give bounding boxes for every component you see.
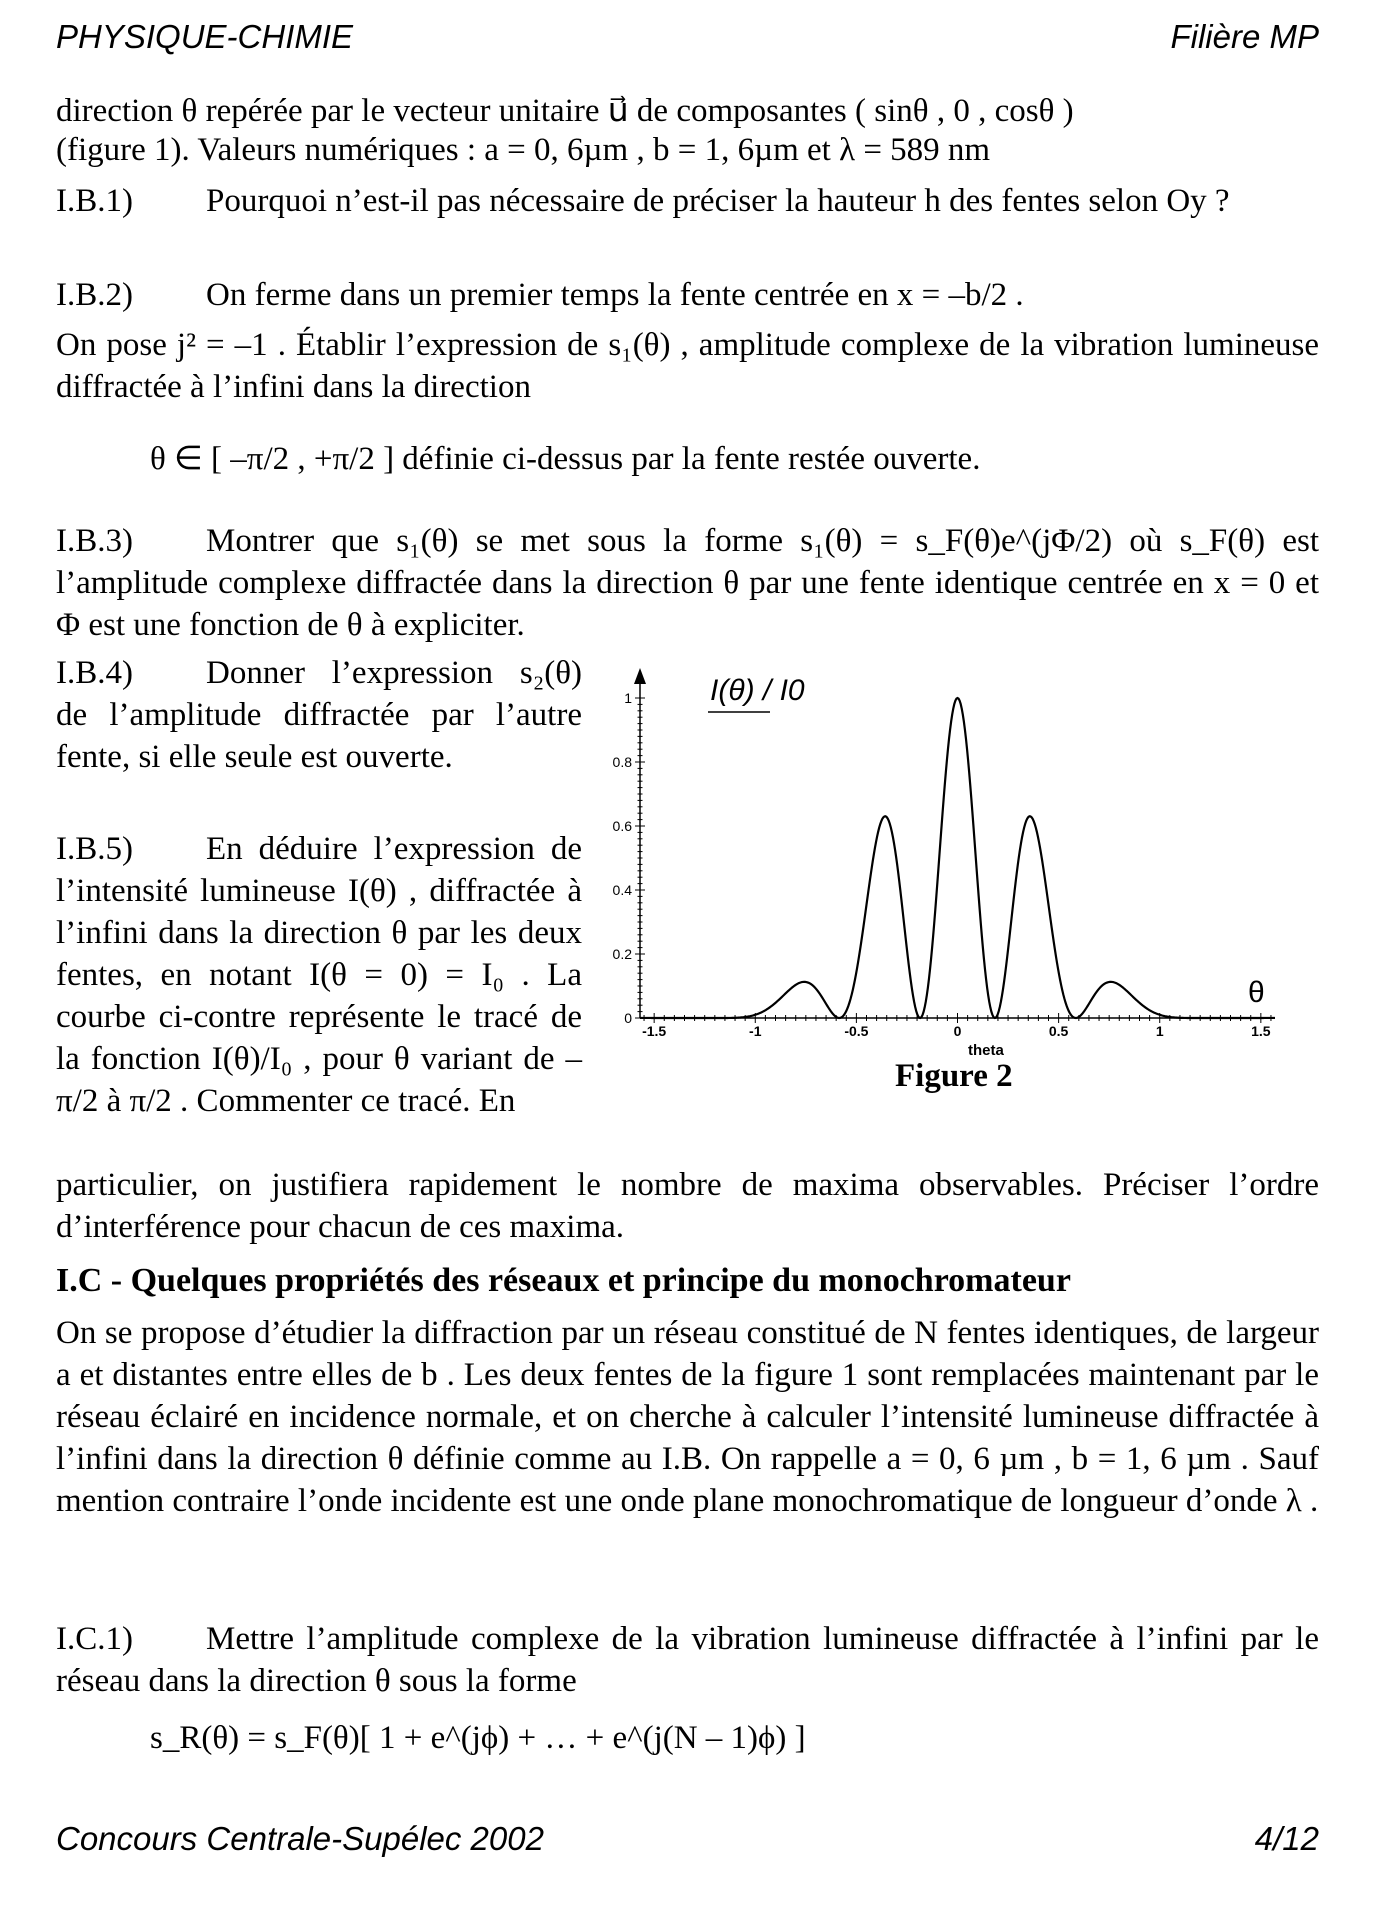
y-tick-label: 0 — [624, 1010, 632, 1026]
section-ic-title: I.C - Quelques propriétés des réseaux et principe du monochromateur — [56, 1262, 1071, 1299]
y-tick-label: 1 — [624, 690, 632, 706]
x-tick-label: 0.5 — [1048, 1023, 1069, 1039]
intro-line-1: direction θ repérée par le vecteur unitaire u⃗ de composantes ( sinθ , 0 , cosθ ) — [56, 93, 1074, 129]
x-tick-label: 0 — [953, 1023, 962, 1039]
question-ib2 — [56, 274, 1319, 316]
question-ib5-continued: particulier, on justifiera rapidement le nombre de maxima observables. Préciser l’ordre d’interférence pour chacun de ces maxima. — [56, 1167, 1319, 1245]
x-axis-label: theta — [968, 1042, 1004, 1059]
intro-line-2: (figure 1). Valeurs numériques : a = 0, 6µm , b = 1, 6µm et λ = 589 nm — [56, 132, 991, 168]
question-ib5 — [56, 828, 582, 1122]
question-ic1 — [56, 1618, 1319, 1702]
x-tick-label: 1 — [1155, 1023, 1164, 1039]
header-subject: PHYSIQUE-CHIMIE — [56, 18, 354, 55]
question-ib4 — [56, 652, 582, 778]
y-tick-label: 0.8 — [612, 754, 632, 770]
theta-domain: θ ∈ [ –π/2 , +π/2 ] définie ci-dessus par la fente restée ouverte. — [150, 441, 981, 477]
y-axis-label-text: I(θ) / I0 — [710, 674, 805, 707]
question-label: I.C.1) — [56, 1621, 133, 1657]
question-text: En déduire l’expression de l’intensité lumineuse I(θ) , diffractée à l’infini dans la direction θ par les deux fentes, en notant I(θ = 0) = I₀ . La courbe ci-contre représente le tracé de la fonction I(θ)/I₀ , pour θ variant de –π/2 à π/2 . Commenter ce tracé. En — [56, 831, 582, 1119]
question-text: Pourquoi n’est-il pas nécessaire de préciser la hauteur h des fentes selon Oy ? — [206, 183, 1230, 219]
figure-caption: Figure 2 — [895, 1058, 1013, 1094]
chart-axes — [613, 668, 1275, 1039]
question-ib2-continued: On pose j² = –1 . Établir l’expression de s₁(θ) , amplitude complexe de la vibration lumineuse diffractée à l’infini dans la direction — [56, 327, 1319, 405]
footer-contest: Concours Centrale-Supélec 2002 — [56, 1820, 544, 1857]
header-track: Filière MP — [1170, 18, 1319, 55]
y-axis-arrow — [634, 668, 646, 684]
question-text: Mettre l’amplitude complexe de la vibration lumineuse diffractée à l’infini par le réseau dans la direction θ sous la forme — [56, 1621, 1319, 1699]
question-label: I.B.2) — [56, 277, 133, 313]
y-tick-label: 0.4 — [612, 882, 632, 898]
question-label: I.B.3) — [56, 523, 133, 559]
question-label: I.B.1) — [56, 183, 133, 219]
theta-axis-symbol: θ — [1248, 976, 1265, 1009]
intensity-curve — [640, 698, 1275, 1018]
question-text: Montrer que s₁(θ) se met sous la forme s₁(θ) = s_F(θ)e^(jΦ/2) où s_F(θ) est l’amplitude complexe diffractée dans la direction θ par une fente identique centrée en x = 0 et Φ est une fonction de θ à expliciter. — [56, 523, 1319, 643]
figure-2-chart — [600, 650, 1300, 1070]
question-label: I.B.5) — [56, 831, 133, 867]
y-tick-label: 0.6 — [612, 818, 632, 834]
x-tick-label: -0.5 — [844, 1023, 869, 1039]
question-ib3 — [56, 520, 1319, 646]
x-tick-label: -1.5 — [642, 1023, 667, 1039]
question-text: On ferme dans un premier temps la fente centrée en x = –b/2 . — [206, 277, 1024, 313]
x-tick-label: -1 — [749, 1023, 762, 1039]
question-text: Donner l’expression s₂(θ) de l’amplitude diffractée par l’autre fente, si elle seule est ouverte. — [56, 655, 582, 775]
grating-amplitude-formula: s_R(θ) = s_F(θ)[ 1 + e^(jϕ) + … + e^(j(N – 1)ϕ) ] — [150, 1720, 806, 1756]
y-tick-label: 0.2 — [612, 946, 632, 962]
x-tick-label: 1.5 — [1251, 1023, 1271, 1039]
question-label: I.B.4) — [56, 655, 133, 691]
y-axis-label — [710, 674, 805, 707]
section-ic-paragraph: On se propose d’étudier la diffraction par un réseau constitué de N fentes identiques, de largeur a et distantes entre elles de b . Les deux fentes de la figure 1 sont remplacées maintenant par le réseau éclairé en incidence normale, et on cherche à calculer l’intensité lumineuse diffractée à l’infini dans la direction θ définie comme au I.B. On rappelle a = 0, 6 µm , b = 1, 6 µm . Sauf mention contraire l’onde incidente est une onde plane monochromatique de longueur d’onde λ . — [56, 1315, 1319, 1519]
question-ib1 — [56, 180, 1319, 222]
footer-page-number: 4/12 — [1254, 1820, 1319, 1857]
